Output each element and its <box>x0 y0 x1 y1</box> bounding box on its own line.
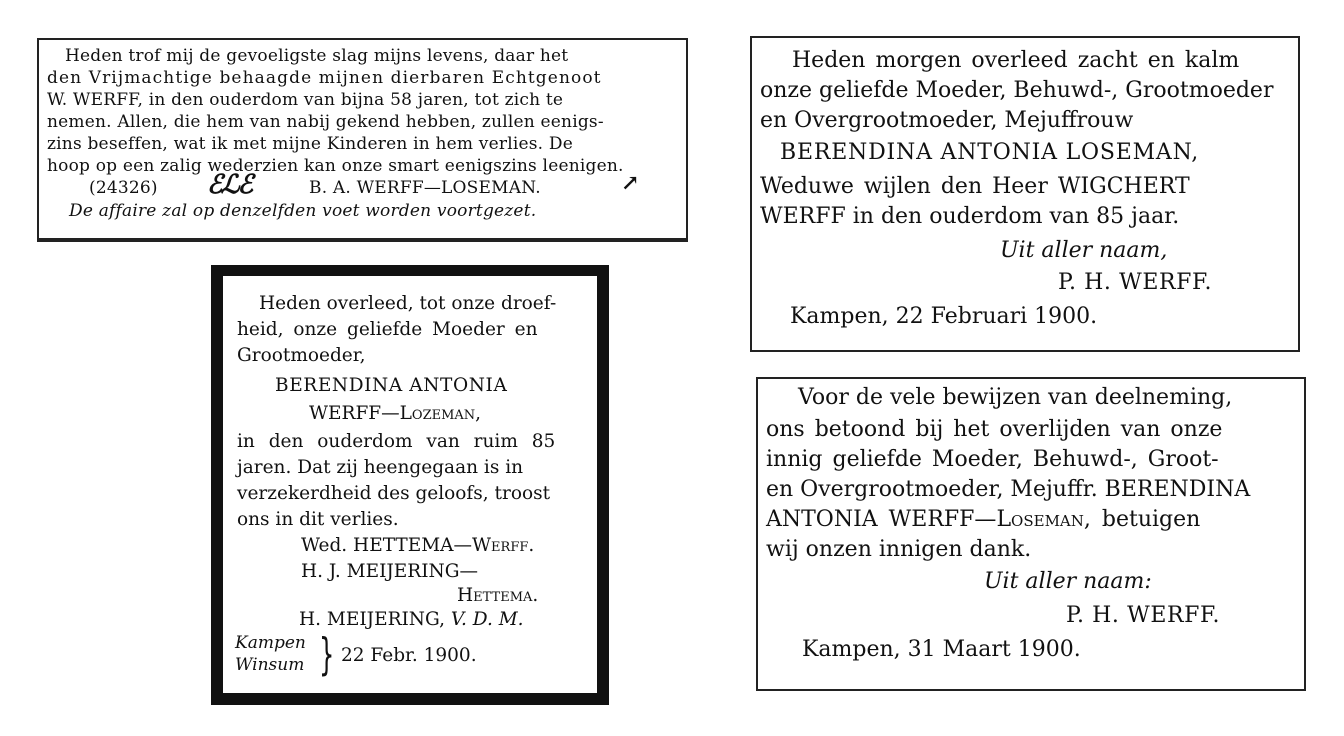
text-line: hoop op een zalig wederzien kan onze smart eenigszins leenigen. <box>47 156 624 176</box>
deceased-name: BERENDINA ANTONIA <box>275 375 508 396</box>
text-line: Heden morgen overleed zacht en kalm <box>792 48 1240 73</box>
handwritten-signature: ℰℒℰ <box>207 170 252 200</box>
text-line: Voor de vele bewijzen van deelneming, <box>798 385 1233 410</box>
text-line: zins beseffen, wat ik met mijne Kinderen in hem verlies. De <box>47 134 573 154</box>
text-line: en Overgrootmoeder, Mejuffr. BERENDINA <box>766 477 1251 502</box>
deceased-surname <box>309 403 481 424</box>
text-line: en Overgrootmoeder, Mejuffrouw <box>760 108 1134 133</box>
deceased-name: BERENDINA ANTONIA LOSEMAN, <box>780 140 1200 165</box>
signer-main: Wed. HETTEMA— <box>301 535 473 556</box>
signer-title: V. D. M. <box>450 609 524 630</box>
closing-phrase: Uit aller naam, <box>1000 238 1168 263</box>
text-line: W. WERFF, in den ouderdom van bijna 58 jaren, tot zich te <box>47 90 564 110</box>
clipping-thank-you-notice <box>756 377 1306 691</box>
text-line: jaren. Dat zij heengegaan is in <box>237 457 524 478</box>
notice-date: Kampen, 22 Februari 1900. <box>790 304 1098 329</box>
notice-date: 22 Febr. 1900. <box>341 645 477 666</box>
text-line: heid, onze geliefde Moeder en <box>237 319 538 340</box>
text-line: Heden trof mij de gevoeligste slag mijns levens, daar het <box>65 46 569 66</box>
surname-maiden: Lozeman <box>399 403 476 424</box>
signer-main: H. MEIJERING, <box>299 609 445 630</box>
place-name: Kampen <box>235 633 306 653</box>
handwritten-mark: ↗ <box>621 170 638 196</box>
punctuation: , <box>475 403 482 424</box>
business-note: De affaire zal op denzelfden voet worden voortgezet. <box>69 201 537 221</box>
mourning-border <box>213 267 223 703</box>
text-line: ons in dit verlies. <box>237 509 399 530</box>
signature-name: B. A. WERFF—LOSEMAN. <box>309 178 541 198</box>
text-line: wij onzen innigen dank. <box>766 537 1032 562</box>
clipping-death-announcement <box>750 36 1300 352</box>
signer-name: P. H. WERFF. <box>1058 270 1213 295</box>
surname-main: WERFF— <box>309 403 400 424</box>
text-line: verzekerdheid des geloofs, troost <box>237 483 551 504</box>
signer-name <box>299 609 524 630</box>
place-name: Winsum <box>235 655 305 675</box>
signer-name <box>301 535 534 556</box>
text-tail: , betuigen <box>1083 507 1201 532</box>
bottom-rule <box>39 238 686 241</box>
notice-date: Kampen, 31 Maart 1900. <box>802 637 1081 662</box>
text-line: den Vrijmachtige behaagde mijnen dierbaren Echtgenoot <box>47 68 602 88</box>
text-line: in den ouderdom van ruim 85 <box>237 431 556 452</box>
signer-name: P. H. WERFF. <box>1066 603 1221 628</box>
text-line: Weduwe wijlen den Heer WIGCHERT <box>760 174 1190 199</box>
mourning-border <box>597 267 607 703</box>
mourning-border <box>213 267 607 276</box>
reference-number: (24326) <box>89 178 158 198</box>
text-line: ons betoond bij het overlijden van onze <box>766 417 1223 442</box>
signer-maiden: Hettema. <box>457 585 539 606</box>
closing-phrase: Uit aller naam: <box>984 569 1152 594</box>
clipping-mother-death-notice <box>211 265 609 705</box>
mourning-border <box>213 693 607 703</box>
clipping-husband-death-notice <box>37 38 688 242</box>
signer-maiden: Werff. <box>472 535 535 556</box>
name-main: ANTONIA WERFF— <box>766 507 997 532</box>
name-maiden: Loseman <box>996 507 1084 532</box>
text-line: innig geliefde Moeder, Behuwd-, Groot- <box>766 447 1219 472</box>
text-line: Grootmoeder, <box>237 345 366 366</box>
brace-glyph: } <box>319 629 335 680</box>
text-line: WERFF in den ouderdom van 85 jaar. <box>760 204 1180 229</box>
text-line: nemen. Allen, die hem van nabij gekend hebben, zullen eenigs- <box>47 112 604 132</box>
text-line <box>766 507 1200 532</box>
text-line: Heden overleed, tot onze droef- <box>259 293 557 314</box>
text-line: onze geliefde Moeder, Behuwd-, Grootmoeder <box>760 78 1274 103</box>
signer-name: H. J. MEIJERING— <box>301 561 479 582</box>
